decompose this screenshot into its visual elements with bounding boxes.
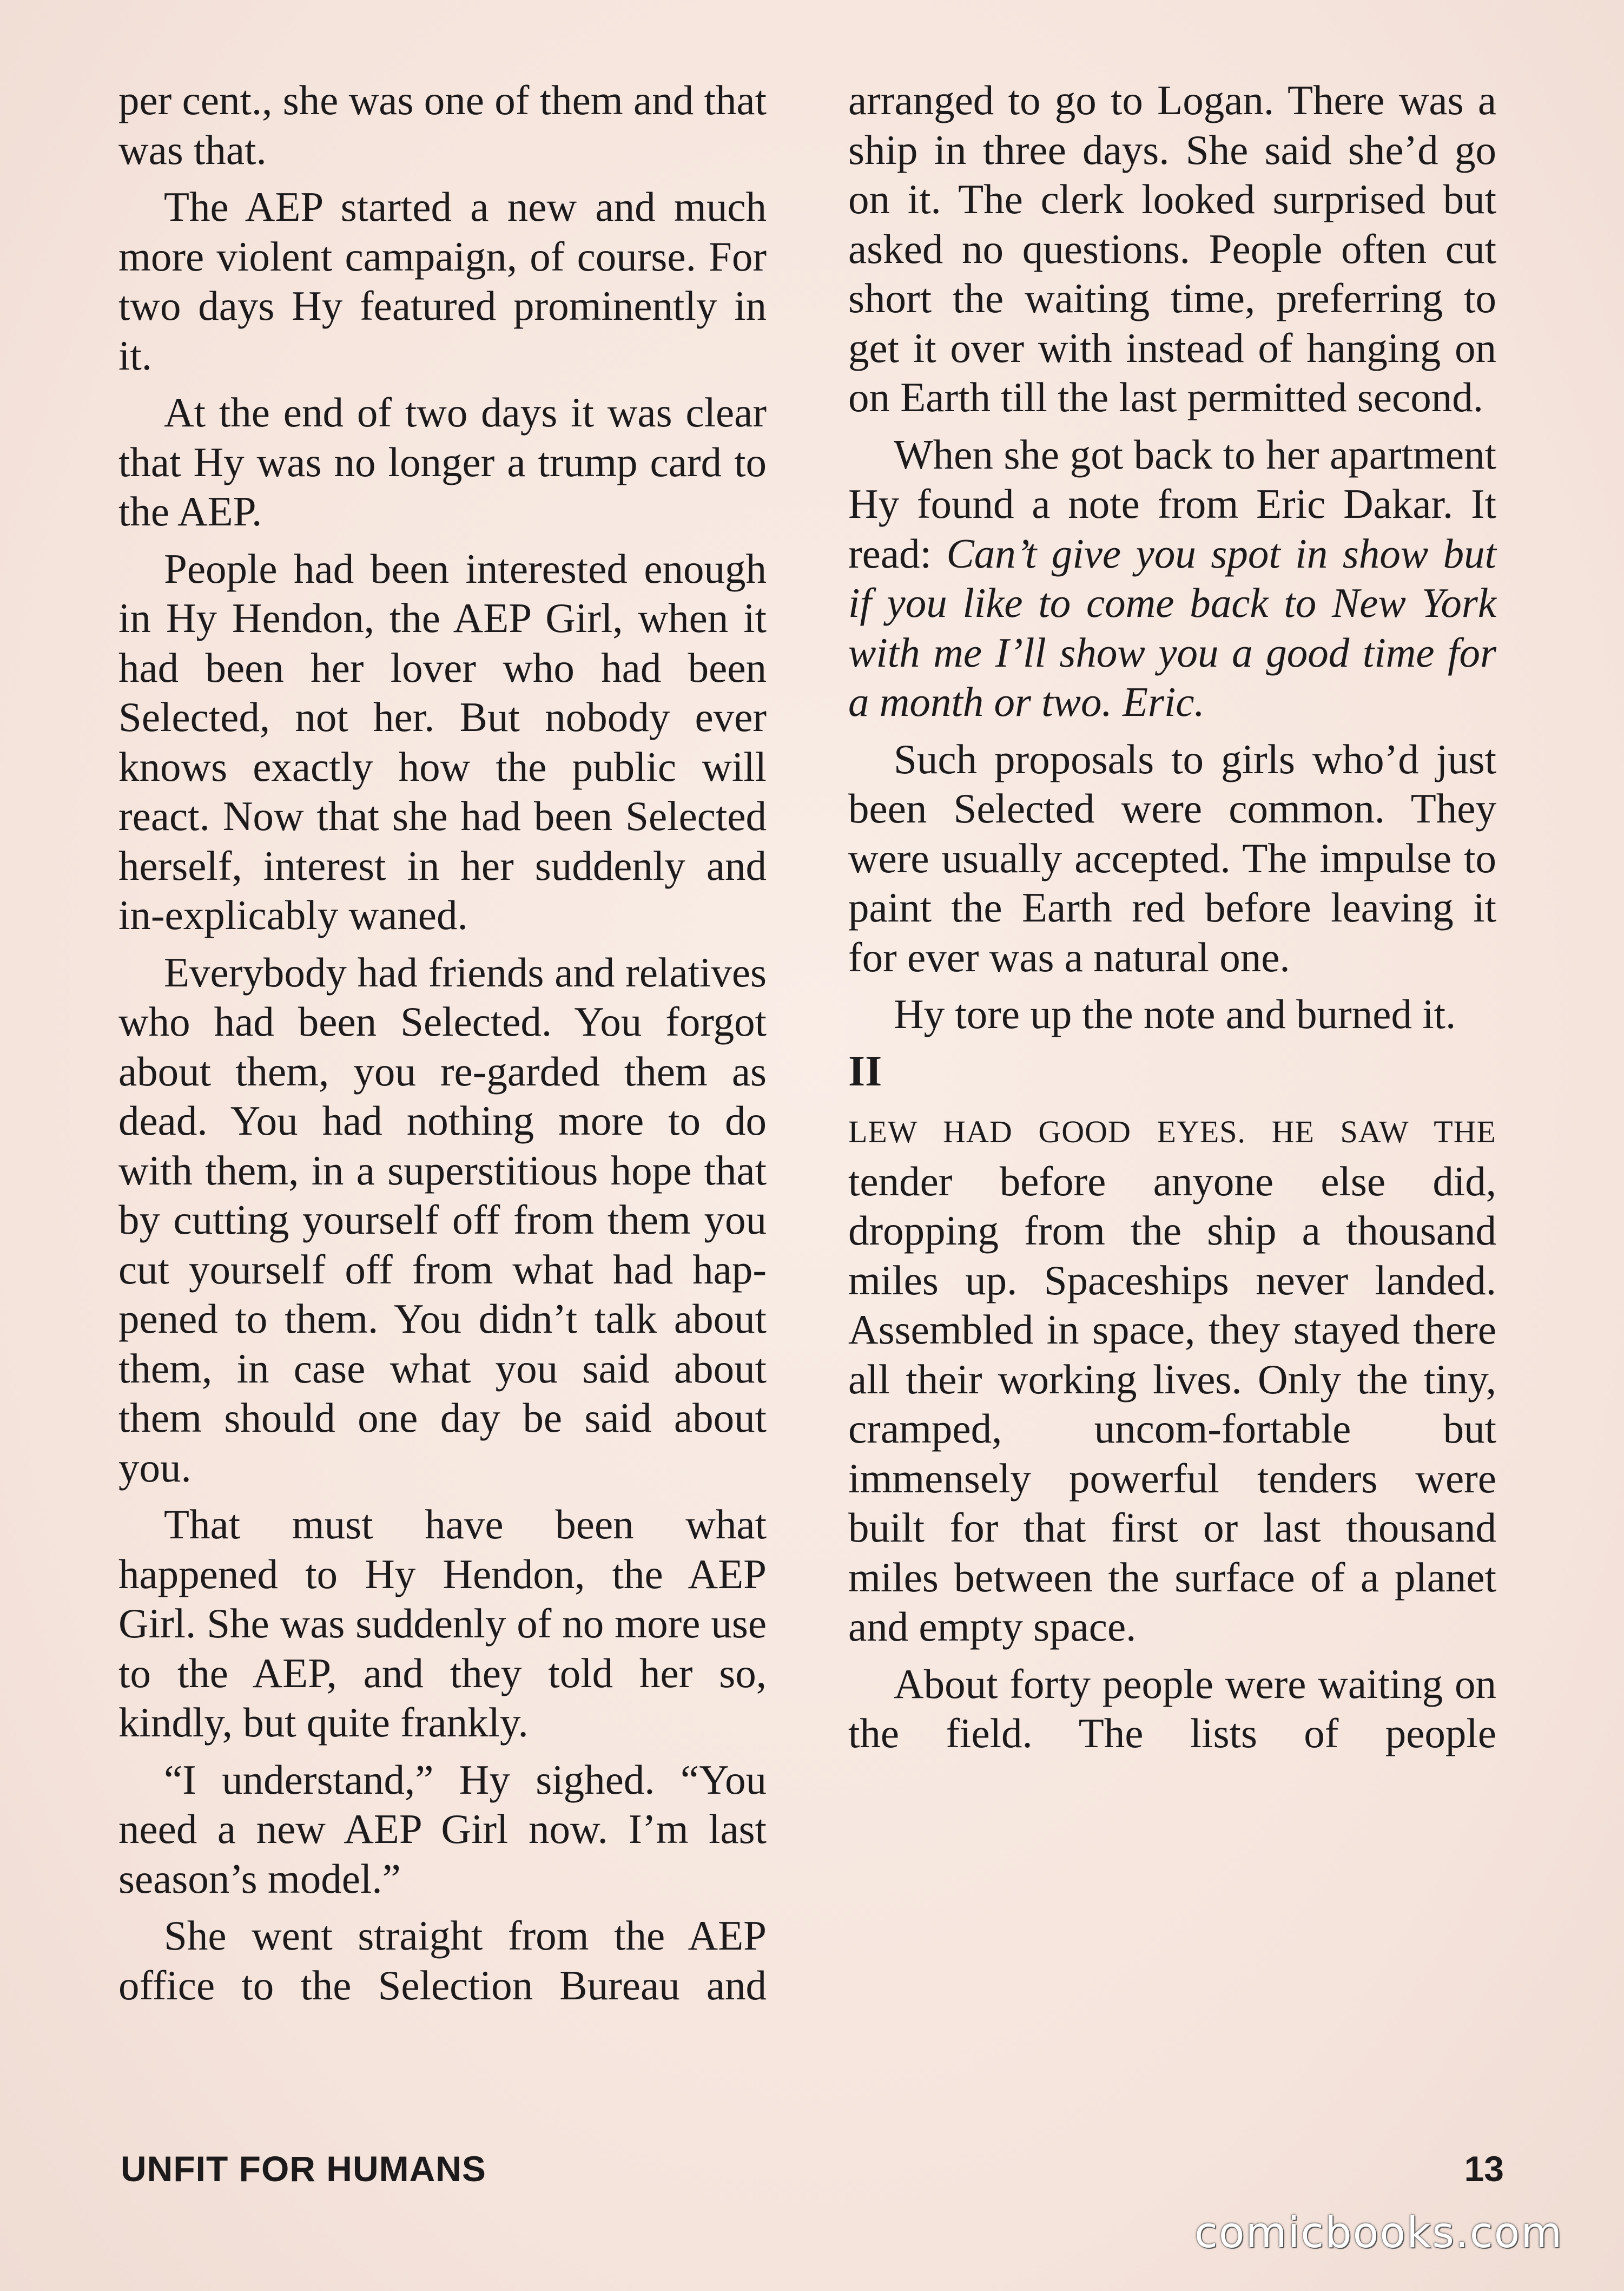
watermark: comicbooks.com (1194, 2209, 1563, 2257)
paragraph: “I understand,” Hy sighed. “You need a new AEP Girl now. I’m last season’s model.” (118, 1756, 767, 1902)
paragraph: The AEP started a new and much more violent campaign, of course. For two days Hy featured prominently in it. (118, 183, 767, 379)
paragraph-text: When she got back to her apartment Hy found a note from Eric Dakar. It read: (848, 431, 1496, 577)
right-column (848, 76, 1496, 1766)
paragraph: per cent., she was one of them and that was that. (118, 77, 767, 173)
running-footer-title: UNFIT FOR HUMANS (121, 2149, 486, 2189)
section-heading: II (848, 1047, 882, 1095)
paragraph: About forty people were waiting on the field. The lists of people (848, 1660, 1496, 1756)
section-opening-paragraph (848, 1104, 1496, 1652)
paragraph-text: tender before anyone else did, dropping from the ship a thousand miles up. Spaceships never landed. Assembled in space, they stayed there all their working lives. Only the tiny, cramped, uncom-fortable but immensely powerful tenders were built for that first or last thousand miles between the surface of a planet and empty space. (848, 1157, 1496, 1650)
paragraph: Hy tore up the note and burned it. (894, 991, 1456, 1037)
paragraph: arranged to go to Logan. There was a ship in three days. She said she’d go on it. The clerk looked surprised but asked no questions. People often cut short the waiting time, preferring to get it over with instead of hanging on on Earth till the last permitted second. (848, 77, 1496, 420)
smallcaps-lead: LEW HAD GOOD EYES. HE SAW THE (848, 1114, 1496, 1149)
paragraph: Everybody had friends and relatives who had been Selected. You forgot about them, you re-garded them as dead. You had nothing more to do with them, in a superstitious hope that by cutting yourself off from them you cut yourself off from what had hap-pened to them. You didn’t talk about them, in case what you said about them should one day be said about you. (118, 949, 767, 1491)
left-column (118, 76, 767, 2018)
paragraph: Such proposals to girls who’d just been Selected were common. They were usually accepted. The impulse to paint the Earth red before leaving it for ever was a natural one. (848, 735, 1496, 980)
paragraph: That must have been what happened to Hy Hendon, the AEP Girl. She was suddenly of no more use to the AEP, and they told her so, kindly, but quite frankly. (118, 1501, 767, 1746)
paragraph: At the end of two days it was clear that Hy was no longer a trump card to the AEP. (118, 389, 767, 535)
paragraph-with-note (848, 430, 1496, 727)
page-number: 13 (1464, 2149, 1504, 2189)
paragraph: People had been interested enough in Hy Hendon, the AEP Girl, when it had been her lover who had been Selected, not her. But nobody ever knows exactly how the public will react. Now that she had been Selected herself, interest in her suddenly and in-explicably waned. (118, 545, 767, 938)
paragraph: She went straight from the AEP office to the Selection Bureau and (118, 1912, 767, 2009)
note-text: Can’t give you spot in show but if you like to come back to New York with me I’ll show you a good time for a month or two. Eric. (848, 530, 1497, 725)
